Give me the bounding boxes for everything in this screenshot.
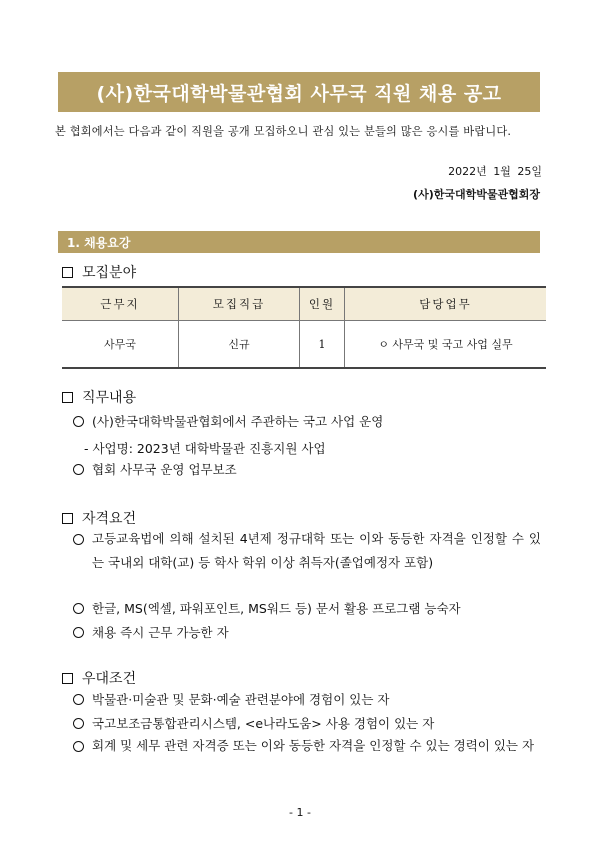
circle-bullet-icon <box>73 464 84 475</box>
square-bullet-icon <box>62 513 73 524</box>
circle-bullet-icon <box>73 718 84 729</box>
square-bullet-icon <box>62 267 73 278</box>
circle-bullet-icon <box>73 627 84 638</box>
heading-label: 자격요건 <box>82 511 137 527</box>
circle-bullet-icon <box>73 741 84 752</box>
heading-duties <box>62 387 136 407</box>
heading-recruit-field <box>62 262 136 282</box>
list-item: 한글, MS(엑셀, 파워포인트, MS워드 등) 문서 활용 프로그램 능숙자 <box>73 600 461 618</box>
heading-label: 직무내용 <box>82 390 137 406</box>
list-item: 회계 및 세무 관련 자격증 또는 이와 동등한 자격을 인정할 수 있는 경력이 있는 자 <box>73 734 541 758</box>
page-title: (사)한국대학박물관협회 사무국 직원 채용 공고 <box>58 72 540 112</box>
intro-text: 본 협회에서는 다음과 같이 직원을 공개 모집하오니 관심 있는 분들의 많은 응시를 바랍니다. <box>55 125 512 138</box>
signer-name: (사)한국대학박물관협회장 <box>413 188 540 201</box>
list-sub-item: - 사업명: 2023년 대학박물관 진흥지원 사업 <box>84 441 326 456</box>
column-header: 모집직급 <box>179 287 300 321</box>
square-bullet-icon <box>62 673 73 684</box>
heading-label: 모집분야 <box>82 265 137 281</box>
page-number: - 1 - <box>289 806 311 819</box>
circle-bullet-icon <box>73 603 84 614</box>
table-row <box>62 321 546 369</box>
recruit-table <box>62 286 546 369</box>
list-item: 국고보조금통합관리시스템, <e나라도움> 사용 경험이 있는 자 <box>73 715 434 733</box>
announcement-date: 2022년 1월 25일 <box>448 165 542 178</box>
heading-label: 우대조건 <box>82 671 137 687</box>
table-cell: ㅇ 사무국 및 국고 사업 실무 <box>345 321 547 369</box>
list-item: 채용 즉시 근무 가능한 자 <box>73 624 229 642</box>
column-header: 인원 <box>300 287 345 321</box>
heading-preferences <box>62 668 136 688</box>
table-header-row <box>62 287 546 321</box>
table-cell: 신규 <box>179 321 300 369</box>
list-item: 고등교육법에 의해 설치된 4년제 정규대학 또는 이와 동등한 자격을 인정할 수 있는 국내외 대학(교) 등 학사 학위 이상 취득자(졸업예정자 포함) <box>73 527 541 575</box>
circle-bullet-icon <box>73 534 84 545</box>
square-bullet-icon <box>62 392 73 403</box>
list-item: (사)한국대학박물관협회에서 주관하는 국고 사업 운영 <box>73 413 383 431</box>
column-header: 담당업무 <box>345 287 547 321</box>
table-cell: 사무국 <box>62 321 179 369</box>
circle-bullet-icon <box>73 416 84 427</box>
table-cell: 1 <box>300 321 345 369</box>
column-header: 근무지 <box>62 287 179 321</box>
list-item: 박물관·미술관 및 문화·예술 관련분야에 경험이 있는 자 <box>73 691 389 709</box>
list-item: 협회 사무국 운영 업무보조 <box>73 461 237 479</box>
section-heading-recruitment: 1. 채용요강 <box>58 231 540 253</box>
heading-qualifications <box>62 508 136 528</box>
circle-bullet-icon <box>73 694 84 705</box>
